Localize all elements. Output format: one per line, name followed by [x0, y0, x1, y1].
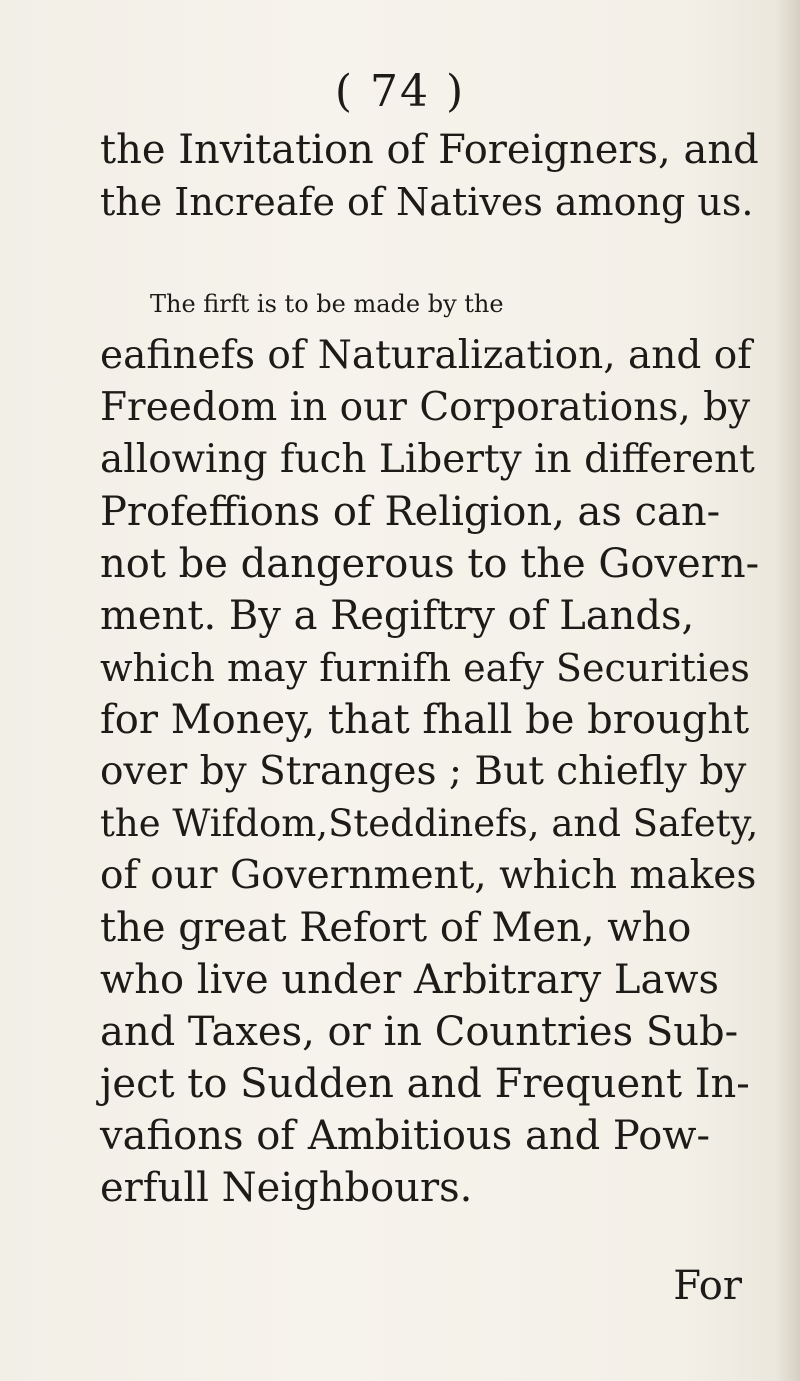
text-line-12: over by Stranges ; But chiefly by	[100, 749, 747, 794]
catchword: For	[673, 1263, 742, 1309]
paragraph-start-line: The firft is to be made by the	[150, 290, 504, 318]
text-line-5: Freedom in our Corporations, by	[100, 385, 751, 430]
text-line-9: ment. By a Regiftry of Lands,	[100, 593, 695, 639]
page-number: ( 74 )	[334, 66, 466, 117]
text-line-18: ject to Sudden and Frequent In-	[100, 1061, 750, 1107]
page-edge-shadow	[776, 0, 800, 1381]
text-line-1: the Invitation of Foreigners, and	[100, 127, 759, 173]
text-line-16: who live under Arbitrary Laws	[100, 957, 720, 1003]
text-line-7: Profeffions of Religion, as can-	[100, 489, 721, 535]
text-line-19: vafions of Ambitious and Pow-	[100, 1113, 711, 1159]
text-line-11: for Money, that fhall be brought	[100, 697, 750, 743]
text-line-14: of our Government, which makes	[100, 853, 757, 898]
text-line-13: the Wifdom,Steddinefs, and Safety,	[100, 802, 759, 845]
text-line-2: the Increafe of Natives among us.	[100, 180, 754, 224]
text-line-10: which may furnifh eafy Securities	[100, 646, 750, 690]
text-line-8: not be dangerous to the Govern-	[100, 541, 760, 587]
text-line-6: allowing fuch Liberty in different	[100, 437, 755, 482]
text-line-17: and Taxes, or in Countries Sub-	[100, 1009, 739, 1055]
text-line-15: the great Refort of Men, who	[100, 905, 692, 951]
text-line-4: eafinefs of Naturalization, and of	[100, 333, 752, 378]
text-line-20: erfull Neighbours.	[100, 1165, 473, 1211]
